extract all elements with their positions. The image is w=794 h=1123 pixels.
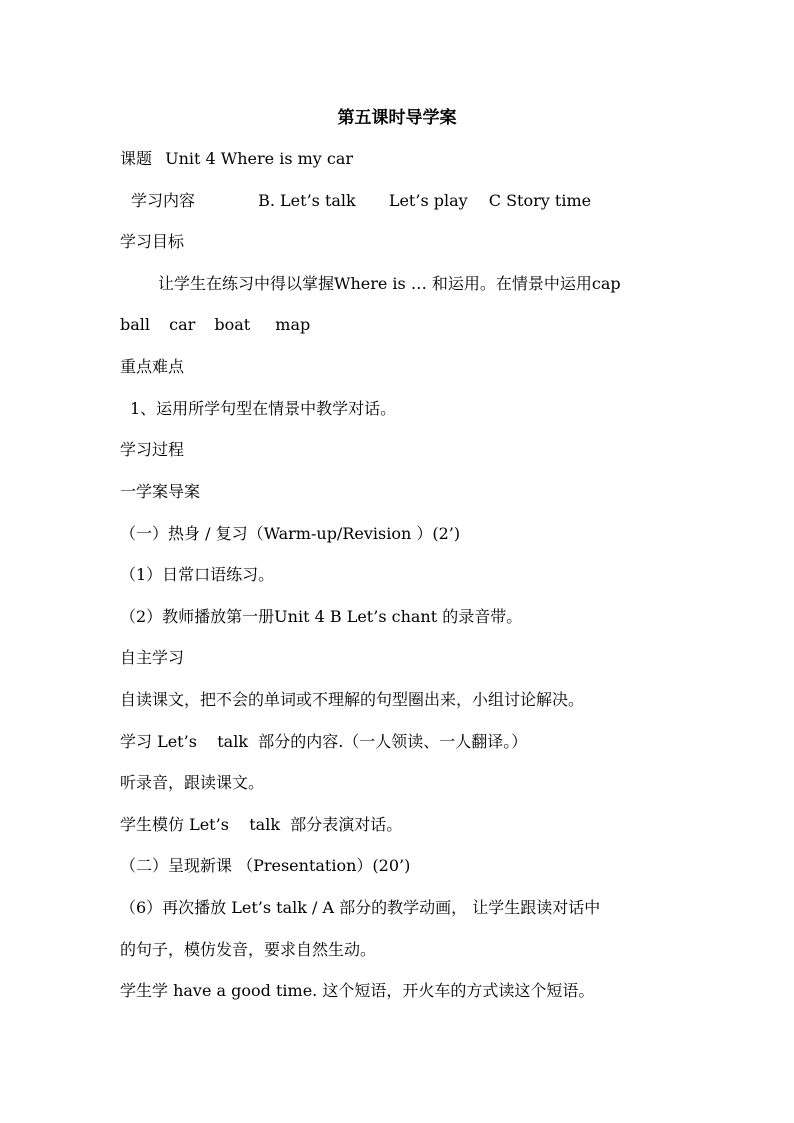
content-item-2: Let’s play <box>388 191 468 210</box>
key-points-label: 重点难点 <box>120 357 185 376</box>
content-item-3: C Story time <box>488 191 592 210</box>
topic-label: 课题 <box>120 149 153 168</box>
self-study-item-2: 学习 Let’s talk 部分的内容.（一人领读、一人翻译。） <box>120 732 528 751</box>
process-label: 学习过程 <box>120 440 185 459</box>
goal-word-car: car <box>169 315 196 334</box>
presentation-item-6a: （6）再次播放 Let’s talk / A 部分的教学动画， 让学生跟读对话中 <box>120 898 601 917</box>
presentation-item-7: 学生学 have a good time. 这个短语，开火车的方式读这个短语。 <box>120 981 595 1000</box>
self-study-item-3: 听录音，跟读课文。 <box>120 773 265 792</box>
goal-words-line <box>120 315 310 335</box>
key-point-1: 1、运用所学句型在情景中教学对话。 <box>130 399 397 418</box>
presentation-item-6b: 的句子，模仿发音，要求自然生动。 <box>120 940 377 959</box>
topic-value: Unit 4 Where is my car <box>165 149 354 168</box>
warmup-item-2: （2）教师播放第一册Unit 4 B Let’s chant 的录音带。 <box>120 607 523 626</box>
presentation-heading: （二）呈现新课 （Presentation）(20’) <box>120 856 411 875</box>
goal-word-map: map <box>275 315 311 334</box>
warmup-heading: （一）热身 / 复习（Warm-up/Revision ）(2’) <box>120 524 461 543</box>
content-label: 学习内容 <box>131 191 196 210</box>
self-study-item-1: 自读课文，把不会的单词或不理解的句型圈出来，小组讨论解决。 <box>120 690 585 709</box>
goal-word-boat: boat <box>214 315 251 334</box>
self-study-item-4: 学生模仿 Let’s talk 部分表演对话。 <box>120 815 403 834</box>
self-study-label: 自主学习 <box>120 648 185 667</box>
goal-label: 学习目标 <box>120 232 185 251</box>
goal-text: 让学生在练习中得以掌握Where is … 和运用。在情景中运用cap <box>158 274 621 293</box>
content-line <box>131 191 591 211</box>
goal-word-ball: ball <box>120 315 151 334</box>
warmup-item-1: （1）日常口语练习。 <box>120 565 275 584</box>
document-title: 第五课时导学案 <box>337 108 457 128</box>
content-item-1: B. Let’s talk <box>258 191 356 210</box>
topic-line <box>120 149 353 169</box>
guide-label: 一学案导案 <box>120 482 201 501</box>
